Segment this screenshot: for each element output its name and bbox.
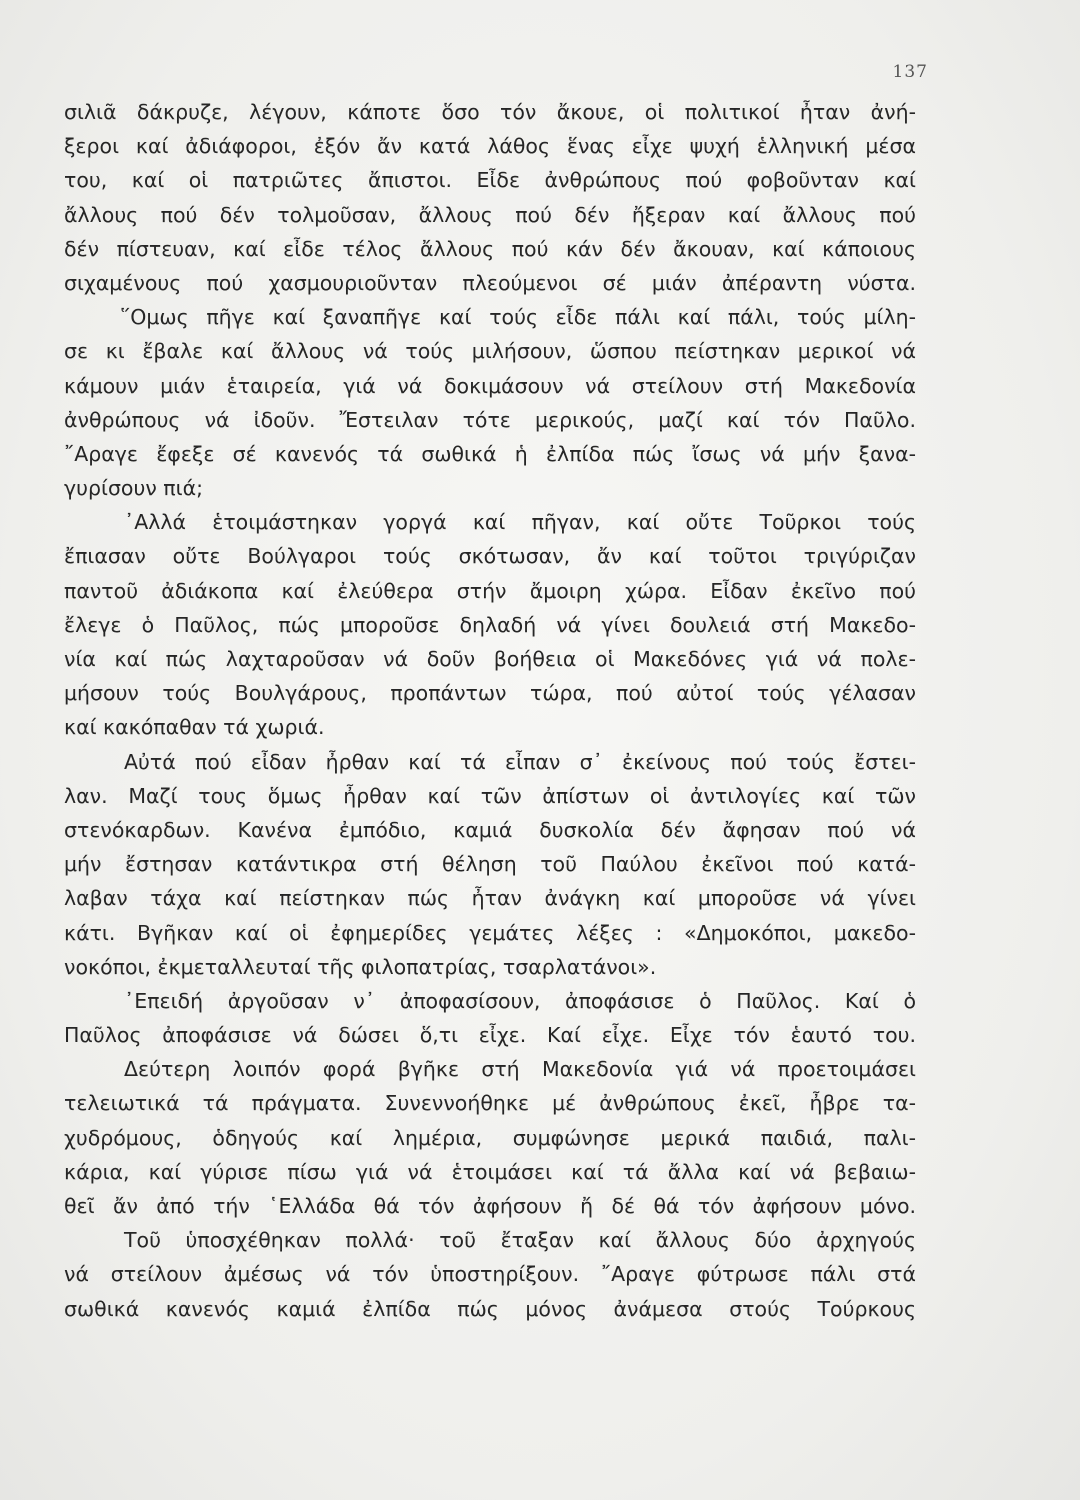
text-line: του, καί οἱ πατριῶτες ἄπιστοι. Εἶδε ἀνθρώπους πού φοβοῦνταν καί <box>64 168 916 193</box>
text-line: νία καί πώς λαχταροῦσαν νά δοῦν βοήθεια οἱ Μακεδόνες γιά νά πολε- <box>64 647 916 671</box>
text-line: δέν πίστευαν, καί εἶδε τέλος ἄλλους πού κάν δέν ἄκουαν, καί κάποιους <box>64 236 916 261</box>
text-line: σωθικά κανενός καμιά ἐλπίδα πώς μόνος ἀνάμεσα στούς Τούρκους <box>64 1296 916 1321</box>
text-line: σιλιᾶ δάκρυζε, λέγουν, κάποτε ὅσο τόν ἄκουε, οἱ πολιτικοί ἦταν ἀνή- <box>64 100 916 124</box>
text-line: Παῦλος ἀποφάσισε νά δώσει ὅ,τι εἶχε. Καί εἶχε. Εἶχε τόν ἑαυτό του. <box>64 1023 916 1048</box>
text-line: καί κακόπαθαν τά χωριά. <box>64 715 325 740</box>
text-line: ἔλεγε ὁ Παῦλος, πώς μποροῦσε δηλαδή νά γίνει δουλειά στή Μακεδο- <box>64 612 916 637</box>
text-line: ᾿Αλλά ἑτοιμάστηκαν γοργά καί πῆγαν, καί οὔτε Τοῦρκοι τούς <box>124 510 916 535</box>
text-line: χυδρόμους, ὁδηγούς καί λημέρια, συμφώνησε μερικά παιδιά, παλι- <box>64 1125 916 1150</box>
text-line: νά στείλουν ἀμέσως νά τόν ὑποστηρίξουν. ῎Αραγε φύτρωσε πάλι στά <box>64 1262 916 1287</box>
text-line: ῞Ομως πῆγε καί ξαναπῆγε καί τούς εἶδε πάλι καί πάλι, τούς μίλη- <box>120 305 916 330</box>
text-line: ῎Αραγε ἔφεξε σέ κανενός τά σωθικά ἡ ἐλπίδα πώς ἴσως νά μήν ξανα- <box>64 441 916 466</box>
text-line: ξεροι καί ἀδιάφοροι, ἐξόν ἄν κατά λάθος ἕνας εἶχε ψυχή ἑλληνική μέσα <box>64 134 916 159</box>
text-line: κάμουν μιάν ἑταιρεία, γιά νά δοκιμάσουν νά στείλουν στή Μακεδονία <box>64 373 916 398</box>
text-line: σιχαμένους πού χασμουριοῦνταν πλεούμενοι σέ μιάν ἀπέραντη νύστα. <box>64 270 916 295</box>
text-line: στενόκαρδων. Κανένα ἐμπόδιο, καμιά δυσκολία δέν ἄφησαν πού νά <box>64 817 916 842</box>
text-line: λαν. Μαζί τους ὅμως ἦρθαν καί τῶν ἀπίστων οἱ ἀντιλογίες καί τῶν <box>64 783 916 808</box>
text-line: γυρίσουν πιά; <box>64 476 204 501</box>
text-line: παντοῦ ἀδιάκοπα καί ἐλεύθερα στήν ἄμοιρη χώρα. Εἶδαν ἐκεῖνο πού <box>64 578 916 603</box>
text-line: Δεύτερη λοιπόν φορά βγῆκε στή Μακεδονία γιά νά προετοιμάσει <box>124 1057 916 1082</box>
text-line: Αὐτά πού εἶδαν ἦρθαν καί τά εἶπαν σ᾿ ἐκείνους πού τούς ἔστει- <box>124 749 916 774</box>
text-line: τελειωτικά τά πράγματα. Συνεννοήθηκε μέ ἀνθρώπους ἐκεῖ, ἦβρε τα- <box>64 1091 916 1116</box>
text-line: Τοῦ ὑποσχέθηκαν πολλά· τοῦ ἔταξαν καί ἄλλους δύο ἀρχηγούς <box>124 1228 916 1253</box>
text-line: θεῖ ἄν ἀπό τήν ῾Ελλάδα θά τόν ἀφήσουν ἤ δέ θά τόν ἀφήσουν μόνο. <box>64 1194 916 1218</box>
body-text <box>64 95 916 1326</box>
text-line: ἀνθρώπους νά ἰδοῦν. Ἔστειλαν τότε μερικούς, μαζί καί τόν Παῦλο. <box>64 407 916 432</box>
text-line: λαβαν τάχα καί πείστηκαν πώς ἦταν ἀνάγκη καί μποροῦσε νά γίνει <box>64 886 916 911</box>
text-line: ἔπιασαν οὔτε Βούλγαροι τούς σκότωσαν, ἄν καί τοῦτοι τριγύριζαν <box>64 544 916 569</box>
page-number: 137 <box>892 62 928 82</box>
text-line: ᾿Επειδή ἀργοῦσαν ν᾿ ἀποφασίσουν, ἀποφάσισε ὁ Παῦλος. Καί ὁ <box>124 988 916 1013</box>
text-line: μήν ἔστησαν κατάντικρα στή θέληση τοῦ Παύλου ἐκεῖνοι πού κατά- <box>64 852 916 877</box>
text-line: νοκόποι, ἐκμεταλλευταί τῆς φιλοπατρίας, τσαρλατάνοι». <box>64 954 657 979</box>
text-line: μήσουν τούς Βουλγάρους, προπάντων τώρα, πού αὐτοί τούς γέλασαν <box>64 681 916 706</box>
text-line: σε κι ἔβαλε καί ἄλλους νά τούς μιλήσουν, ὥσπου πείστηκαν μερικοί νά <box>64 339 916 364</box>
text-line: κάρια, καί γύρισε πίσω γιά νά ἑτοιμάσει καί τά ἄλλα καί νά βεβαιω- <box>64 1159 916 1184</box>
text-line: ἄλλους πού δέν τολμοῦσαν, ἄλλους πού δέν ἤξεραν καί ἄλλους πού <box>64 202 916 227</box>
text-line: κάτι. Βγῆκαν καί οἱ ἐφημερίδες γεμάτες λέξες : «Δημοκόποι, μακεδο- <box>64 920 916 945</box>
